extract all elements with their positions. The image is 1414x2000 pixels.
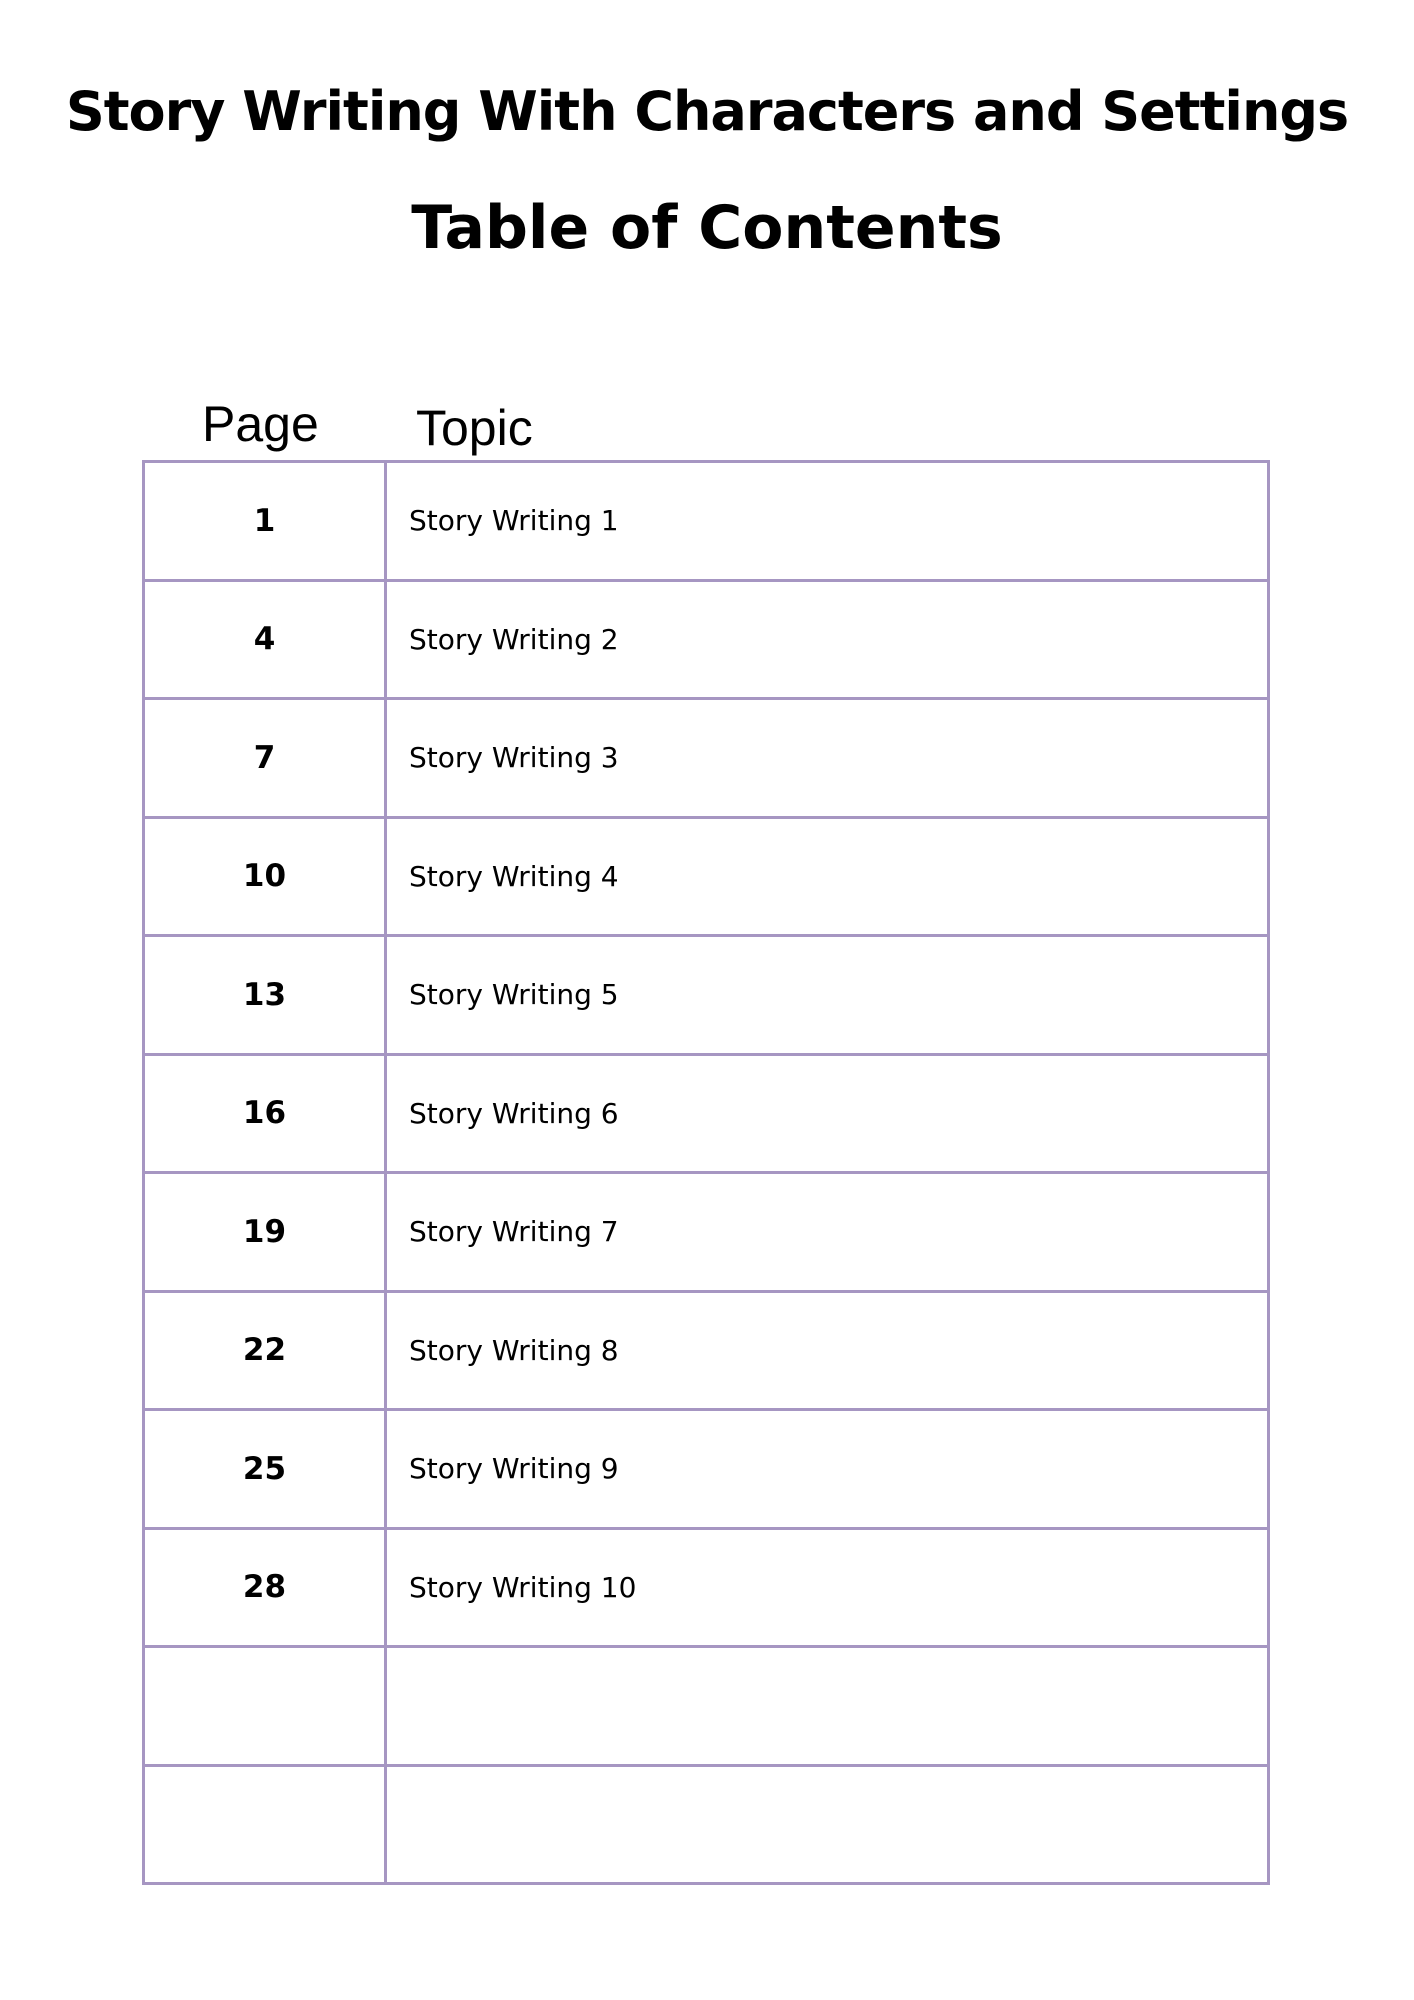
page-number-cell: 7 bbox=[145, 700, 387, 816]
table-row bbox=[145, 1293, 1267, 1412]
topic-cell: Story Writing 4 bbox=[409, 859, 619, 893]
table-row bbox=[145, 1411, 1267, 1530]
page-number-cell: 10 bbox=[145, 819, 387, 935]
table-row bbox=[145, 1174, 1267, 1293]
topic-cell: Story Writing 8 bbox=[409, 1333, 619, 1367]
page-number-cell: 16 bbox=[145, 1056, 387, 1172]
page-number-cell: 28 bbox=[145, 1530, 387, 1646]
page-number-cell: 22 bbox=[145, 1293, 387, 1409]
page-number-cell: 4 bbox=[145, 582, 387, 698]
table-row bbox=[145, 1648, 1267, 1767]
topic-cell bbox=[387, 1648, 1267, 1764]
topic-cell: Story Writing 5 bbox=[409, 978, 619, 1012]
topic-cell: Story Writing 2 bbox=[409, 622, 619, 656]
topic-column-header: Topic bbox=[416, 400, 533, 456]
toc-table bbox=[142, 460, 1270, 1885]
table-row bbox=[145, 463, 1267, 582]
table-row bbox=[145, 582, 1267, 701]
page-column-header: Page bbox=[202, 396, 319, 452]
topic-cell: Story Writing 1 bbox=[409, 504, 619, 538]
topic-cell: Story Writing 9 bbox=[409, 1452, 619, 1486]
table-row bbox=[145, 819, 1267, 938]
page-number-cell bbox=[145, 1648, 387, 1764]
topic-cell: Story Writing 3 bbox=[409, 741, 619, 775]
table-row bbox=[145, 937, 1267, 1056]
table-row bbox=[145, 700, 1267, 819]
topic-cell: Story Writing 6 bbox=[409, 1096, 619, 1130]
page-number-cell: 1 bbox=[145, 463, 387, 579]
page-number-cell: 25 bbox=[145, 1411, 387, 1527]
topic-cell: Story Writing 10 bbox=[409, 1570, 637, 1604]
table-of-contents-heading: Table of Contents bbox=[411, 193, 1003, 263]
page-number-cell: 19 bbox=[145, 1174, 387, 1290]
page-number-cell bbox=[145, 1767, 387, 1883]
page-number-cell: 13 bbox=[145, 937, 387, 1053]
table-row bbox=[145, 1767, 1267, 1886]
topic-cell bbox=[387, 1767, 1267, 1883]
topic-cell: Story Writing 7 bbox=[409, 1215, 619, 1249]
table-row bbox=[145, 1056, 1267, 1175]
table-row bbox=[145, 1530, 1267, 1649]
document-title: Story Writing With Characters and Settings bbox=[65, 80, 1349, 143]
